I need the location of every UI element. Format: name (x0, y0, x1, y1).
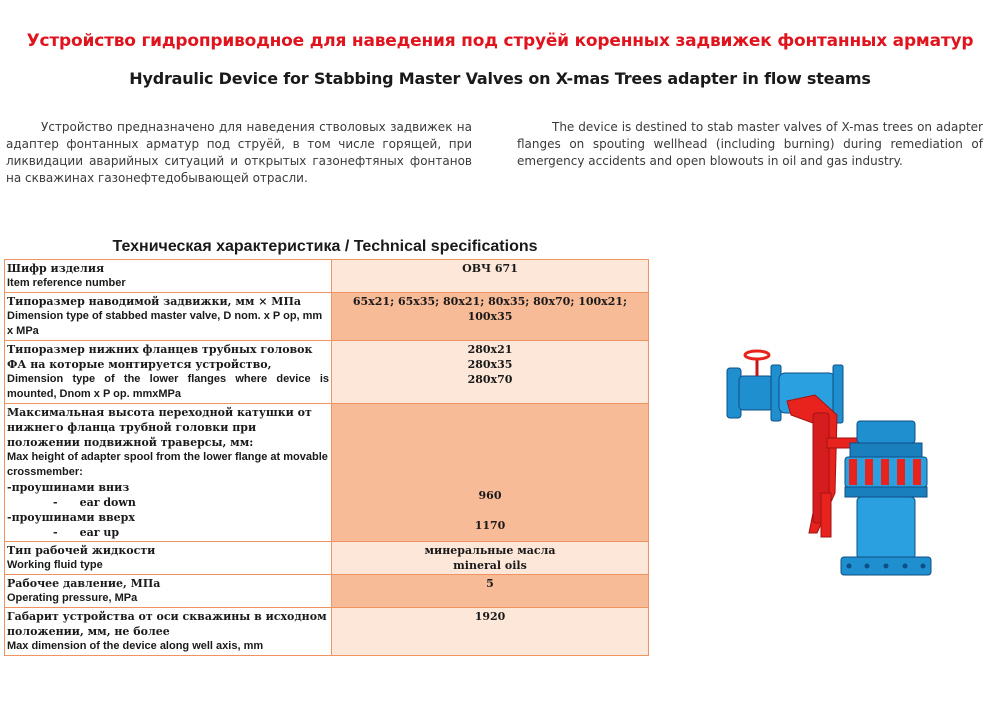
spec-value: 1920 (332, 608, 649, 656)
spec-label (5, 542, 332, 575)
page-title-en: Hydraulic Device for Stabbing Master Valves on X-mas Trees adapter in flow steams (129, 69, 871, 88)
spec-label (5, 575, 332, 608)
spec-value-line: 65x21; 65x35; 80x21; 80x35; 80x70; 100x21; (352, 295, 628, 308)
spec-label-ru: Типоразмер наводимой задвижки, мм × МПа (7, 295, 302, 308)
spec-label (5, 608, 332, 656)
table-row (5, 575, 649, 608)
spec-value: ОВЧ 671 (332, 260, 649, 293)
spec-value-line: mineral oils (453, 559, 527, 572)
table-row (5, 608, 649, 656)
table-row (5, 293, 649, 341)
spec-dash: - (53, 496, 58, 509)
table-row (5, 542, 649, 575)
spec-value (332, 341, 649, 404)
spec-value (332, 542, 649, 575)
hydraulic-device-image (717, 343, 943, 581)
table-row (5, 260, 649, 293)
spec-value-line: 280x21 (467, 343, 513, 356)
spec-sublabel: -проушинами вниз (7, 481, 130, 494)
spec-sublabel-en: ear down (79, 496, 136, 509)
spec-label-ru: Рабочее давление, МПа (7, 577, 161, 590)
spec-label-en: Item reference number (7, 277, 126, 289)
spec-label (5, 260, 332, 293)
spec-label (5, 404, 332, 542)
specs-title: Техническая характеристика / Technical specifications (112, 238, 538, 255)
spec-value (332, 404, 649, 542)
spec-value: 5 (332, 575, 649, 608)
spec-label-ru: Шифр изделия (7, 262, 105, 275)
spec-sublabel (7, 495, 329, 510)
description-en: The device is destined to stab master valves of X-mas trees on adapter flanges on spouting wellhead (including burning) during remediation of emergency accidents and open blowouts in oil and gas industry. (517, 120, 983, 168)
spec-label-en: Operating pressure, MPa (7, 592, 138, 604)
spec-value-line: 280x35 (467, 358, 513, 371)
spec-label-en: Working fluid type (7, 559, 103, 571)
spec-value-line: 100x35 (467, 310, 513, 323)
table-row (5, 404, 649, 542)
spec-label-ru: Максимальная высота переходной катушки от нижнего фланца трубной головки при положении подвижной траверсы, мм: (7, 406, 312, 449)
spec-label-en: Max height of adapter spool from the lower flange at movable crossmember: (7, 451, 328, 478)
spec-value-line: минеральные масла (424, 544, 556, 557)
specs-table (4, 259, 649, 656)
spec-sublabel: -проушинами вверх (7, 511, 135, 524)
spec-sublabel-en: ear up (79, 526, 120, 539)
page-title-ru: Устройство гидроприводное для наведения под струёй коренных задвижек фонтанных арматур (26, 31, 974, 51)
spec-label-ru: Типоразмер нижних фланцев трубных головок ФА на которые монтируется устройство, (7, 343, 313, 371)
spec-label-en: Dimension type of stabbed master valve, D nom. x P op, mm x MPa (7, 310, 323, 337)
spec-label-en: Dimension type of the lower flanges where device is mounted, Dnom x P op. mmxMPa (7, 373, 329, 400)
spec-label (5, 341, 332, 404)
spec-sublabel (7, 525, 329, 540)
description-ru: Устройство предназначено для наведения стволовых задвижек на адаптер фонтанных арматур под струёй, в том числе горящей, при ликвидации аварийных ситуаций и открытых газонефтяных фонтанов на скважинах газонефтедобывающей отрасли. (6, 120, 472, 185)
spec-dash: - (53, 526, 58, 539)
spec-label (5, 293, 332, 341)
spec-value-line: 960 (478, 489, 502, 502)
spec-value (332, 293, 649, 341)
spec-label-en: Max dimension of the device along well axis, mm (7, 640, 264, 652)
spec-value-line: 280x70 (467, 373, 513, 386)
spec-value-line: 1170 (474, 519, 506, 532)
spec-label-ru: Тип рабочей жидкости (7, 544, 156, 557)
spec-label-ru: Габарит устройства от оси скважины в исходном положении, мм, не более (7, 610, 327, 638)
table-row (5, 341, 649, 404)
